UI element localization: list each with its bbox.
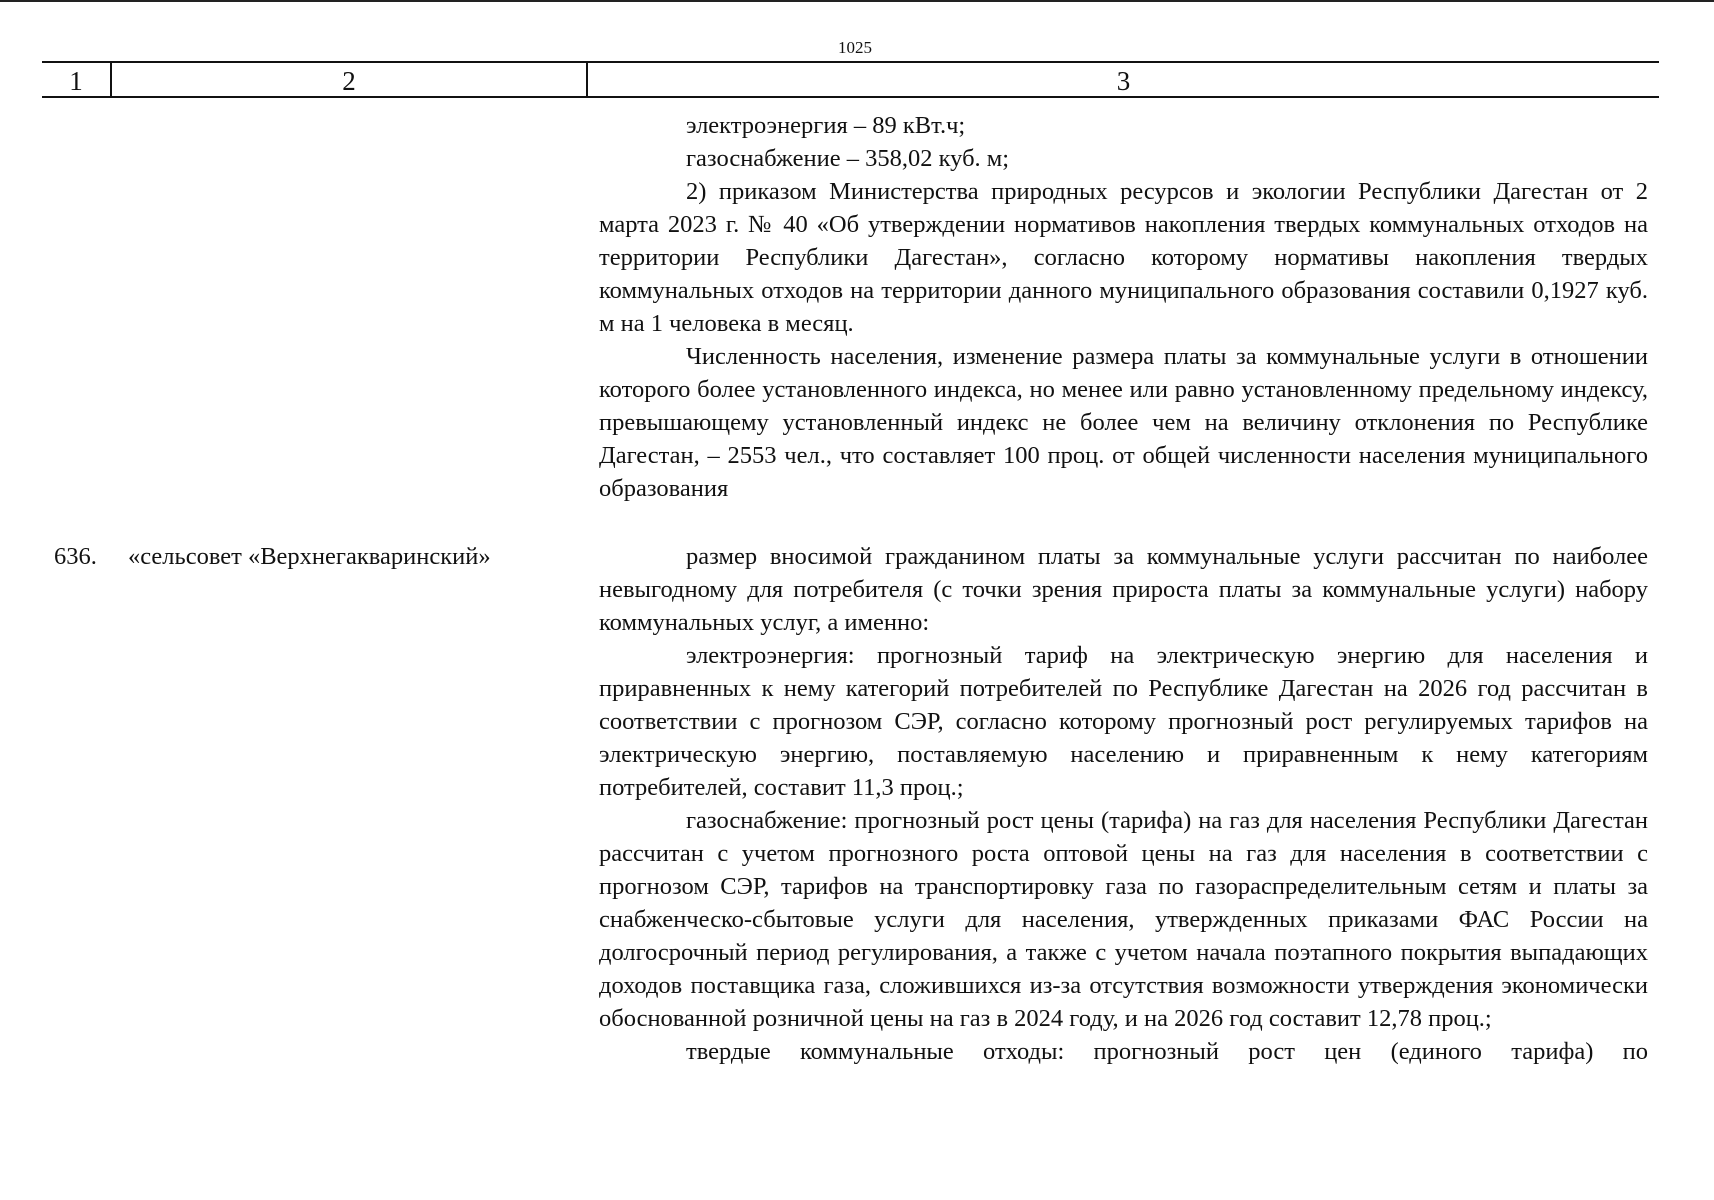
- municipality-name: «сельсовет «Верхнегакваринский»: [128, 543, 491, 570]
- paragraph: электроэнергия – 89 кВт.ч;: [686, 112, 966, 139]
- continuation-text-block: [599, 109, 1648, 505]
- paragraph: твердые коммунальные отходы: прогнозный рост цен (единого тарифа) по: [686, 1038, 1648, 1065]
- row-text-block: [599, 540, 1648, 1068]
- table-header-top-rule: [42, 61, 1659, 63]
- column-header-3: 3: [1116, 66, 1131, 96]
- paragraph: Численность населения, изменение размера платы за коммунальные услуги в отношении которого более установленного индекса, но менее или равно установленному предельному индексу, превышающему установленный индекс не более чем на величину отклонения по Республике Дагестан, – 2553 чел., что составляет 100 проц. от общей численности населения муниципального образования: [599, 343, 1648, 502]
- paragraph: 2) приказом Министерства природных ресурсов и экологии Республики Дагестан от 2 марта 2023 г. № 40 «Об утверждении нормативов накопления твердых коммунальных отходов на территории Республики Дагестан», согласно которому нормативы накопления твердых коммунальных отходов на территории данного муниципального образования составили 0,1927 куб. м на 1 человека в месяц.: [599, 178, 1648, 337]
- page-number: 1025: [838, 38, 872, 57]
- paragraph: электроэнергия: прогнозный тариф на электрическую энергию для населения и приравненных к нему категорий потребителей по Республике Дагестан на 2026 год рассчитан в соответствии с прогнозом СЭР, согласно которому прогнозный рост регулируемых тарифов на электрическую энергию, поставляемую населению и приравненным к нему категориям потребителей, составит 11,3 проц.;: [599, 642, 1648, 801]
- table-header-bottom-rule: [42, 96, 1659, 98]
- column-header-2: 2: [342, 66, 356, 96]
- row-number: 636.: [54, 543, 97, 570]
- column-header-1: 1: [69, 66, 83, 96]
- paragraph: газоснабжение – 358,02 куб. м;: [686, 145, 1010, 172]
- paragraph: газоснабжение: прогнозный рост цены (тарифа) на газ для населения Республики Дагестан рассчитан с учетом прогнозного роста оптовой цены на газ для населения в соответствии с прогнозом СЭР, тарифов на транспортировку газа по газораспределительным сетям и платы за снабженческо-сбытовые услуги для населения, утвержденных приказами ФАС России на долгосрочный период регулирования, а также с учетом начала поэтапного покрытия выпадающих доходов поставщика газа, сложившихся из-за отсутствия возможности утверждения экономически обоснованной розничной цены на газ в 2024 году, и на 2026 год составит 12,78 проц.;: [599, 807, 1648, 1032]
- paragraph: размер вносимой гражданином платы за коммунальные услуги рассчитан по наиболее невыгодному для потребителя (с точки зрения прироста платы за коммунальные услуги) набору коммунальных услуг, а именно:: [599, 543, 1648, 636]
- scan-edge-line: [0, 0, 1714, 2]
